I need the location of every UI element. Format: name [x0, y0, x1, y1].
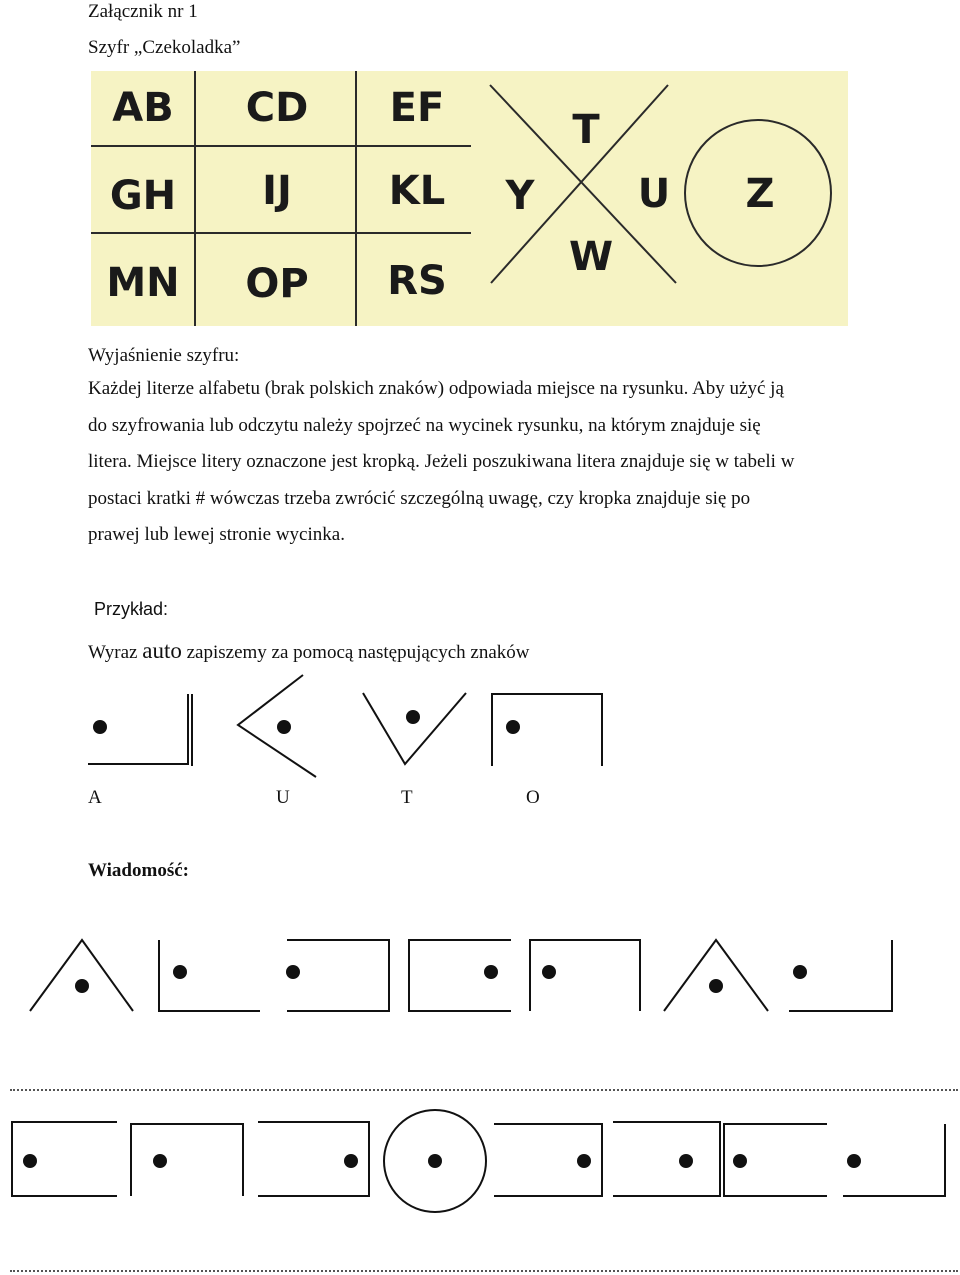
cross-top-letter: T: [572, 107, 600, 153]
example-heading: Przykład:: [94, 599, 169, 619]
example-letter-a: A: [88, 787, 102, 808]
example-letter-t: T: [401, 787, 413, 808]
example-word: auto: [142, 638, 182, 663]
cipher-title: Szyfr „Czekoladka”: [88, 37, 241, 58]
cipher-a-icon: [258, 1122, 369, 1196]
cipher-o-icon: [843, 1124, 945, 1196]
explanation-line: litera. Miejsce litery oznaczone jest kropką. Jeżeli poszukiwana litera znajduje się w tabeli w: [88, 451, 795, 472]
cross-left-letter: Y: [505, 173, 535, 219]
cell-cd-label: CD: [245, 85, 309, 131]
attachment-label: Załącznik nr 1: [88, 1, 198, 22]
explanation-line: prawej lub lewej stronie wycinka.: [88, 524, 345, 545]
example-sentence-after: zapiszemy za pomocą następujących znaków: [181, 642, 530, 663]
example-sentence-before: Wyraz: [88, 642, 143, 663]
explanation-line: do szyfrowania lub odczytu należy spojrzeć na wycinek rysunku, na którym znajduje się: [88, 414, 761, 436]
cell-ab-label: AB: [112, 85, 174, 131]
explanation-line: postaci kratki # wówczas trzeba zwrócić szczególną uwagę, czy kropka znajduje się po: [88, 487, 751, 509]
cell-ij-label: IJ: [262, 168, 292, 214]
cipher-e-icon: [613, 1122, 827, 1196]
example-letter-o: O: [526, 787, 540, 808]
cell-mn-label: MN: [106, 260, 180, 306]
example-letter-u: U: [276, 787, 290, 808]
cross-right-letter: U: [637, 171, 671, 217]
cell-gh-label: GH: [109, 173, 177, 219]
cipher-g-icon: [12, 1122, 117, 1196]
cell-rs-label: RS: [387, 258, 447, 304]
explanation-heading: Wyjaśnienie szyfru:: [88, 345, 240, 366]
cell-ef-label: EF: [389, 85, 445, 131]
cipher-z-icon: [384, 1110, 486, 1212]
cell-op-label: OP: [245, 261, 309, 307]
cross-bottom-letter: W: [568, 234, 614, 280]
message-heading: Wiadomość:: [88, 860, 189, 881]
explanation-line: Każdej literze alfabetu (brak polskich znaków) odpowiada miejsce na rysunku. Aby użyć ją: [88, 378, 784, 399]
circle-letter: Z: [745, 171, 775, 217]
cell-kl-label: KL: [388, 168, 446, 214]
cipher-e-icon: [131, 1124, 243, 1196]
cipher-d-icon: [494, 1124, 602, 1196]
answer-line-2: [10, 1270, 958, 1272]
